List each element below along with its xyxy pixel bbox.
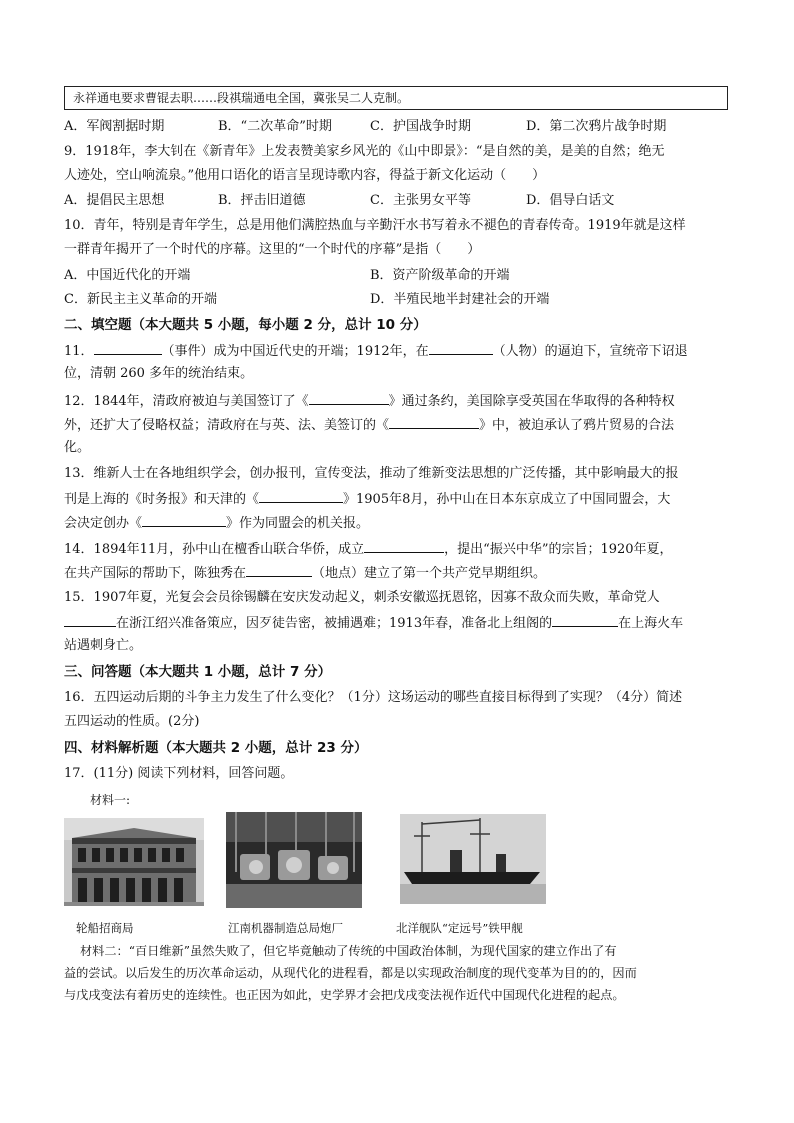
q10-option-d: D．半殖民地半封建社会的开端	[370, 292, 550, 307]
q13-text-2: 》1905年8月，孙中山在日本东京成立了中国同盟会，大	[343, 492, 671, 507]
material-box-text: 永祥通电要求曹锟去职……段祺瑞通电全国，冀张吴二人克制。	[73, 91, 410, 105]
q9-stem-line2: 人迹处，空山响流泉。”他用口语化的语言呈现诗歌内容，得益于新文化运动（ ）	[64, 168, 546, 183]
q14-text-3: 在共产国际的帮助下，陈独秀在	[64, 566, 247, 581]
q9-option-a: A．提倡民主思想	[64, 193, 165, 208]
q14-line1	[64, 538, 673, 560]
q13-blank-journal[interactable]	[142, 512, 226, 527]
section4-title: 四、材料解析题（本大题共 2 小题，总计 23 分）	[64, 740, 368, 756]
q11-text-1: 11．	[64, 344, 94, 359]
q13-text-1: 刊是上海的《时务报》和天津的《	[64, 492, 260, 507]
material2-line1: 材料二：“百日维新”虽然失败了，但它毕竟触动了传统的中国政治体制，为现代国家的建立作出了有	[80, 944, 617, 958]
q9-option-d: D．倡导白话文	[526, 193, 615, 208]
q14-text-4: （地点）建立了第一个共产党早期组织。	[312, 566, 547, 581]
q14-blank-organization[interactable]	[364, 538, 444, 553]
q10-option-a: A．中国近代化的开端	[64, 268, 191, 283]
caption-ironclad: 北洋舰队“定远号”铁甲舰	[396, 921, 523, 935]
q16-line2: 五四运动的性质。(2分)	[64, 714, 200, 729]
q13-text-4: 》作为同盟会的机关报。	[226, 516, 370, 531]
q13-line3	[64, 512, 369, 534]
q15-line2	[64, 612, 683, 634]
merchants-building-photo	[64, 818, 204, 906]
q11-line1	[64, 340, 688, 362]
q8-option-d: D．第二次鸦片战争时期	[526, 119, 667, 134]
q15-blank-person1[interactable]	[64, 612, 116, 627]
q11-text-2: （事件）成为中国近代史的开端；1912年，在	[161, 344, 429, 359]
q11-blank-person[interactable]	[429, 340, 493, 355]
q15-text-2: 在上海火车	[618, 616, 684, 631]
q13-line1: 13．维新人士在各地组织学会，创办报刊，宣传变法，推动了维新变法思想的广泛传播，其中影响最大的报	[64, 466, 679, 481]
jiangnan-arsenal-photo	[226, 812, 362, 908]
q8-option-b: B．“二次革命”时期	[218, 119, 332, 134]
q15-line1: 15．1907年夏，光复会会员徐锡麟在安庆发动起义，刺杀安徽巡抚恩铭，因寡不敌众而失败，革命党人	[64, 590, 660, 605]
dingyuan-ironclad-photo	[400, 814, 546, 904]
q12-text-1: 12．1844年，清政府被迫与美国签订了《	[64, 394, 309, 409]
q13-blank-newspaper[interactable]	[259, 488, 343, 503]
section2-title: 二、填空题（本大题共 5 小题，每小题 2 分，总计 10 分）	[64, 317, 427, 333]
q11-blank-event[interactable]	[94, 340, 162, 355]
q8-option-a: A．军阀割据时期	[64, 119, 165, 134]
q10-stem-line2: 一群青年揭开了一个时代的序幕。这里的“一个时代的序幕”是指（ ）	[64, 242, 481, 257]
q9-stem-line1: 9．1918年，李大钊在《新青年》上发表赞美家乡风光的《山中即景》：“是自然的美，是美的自然；绝无	[64, 144, 665, 159]
q12-blank-treaty2[interactable]	[389, 414, 479, 429]
q13-text-3: 会决定创办《	[64, 516, 143, 531]
q12-text-2: 》通过条约，美国除享受英国在华取得的各种特权	[388, 394, 675, 409]
q14-line2	[64, 562, 546, 584]
q14-blank-place[interactable]	[246, 562, 312, 577]
caption-arsenal: 江南机器制造总局炮厂	[228, 921, 343, 935]
q16-line1: 16．五四运动后期的斗争主力发生了什么变化？（1分）这场运动的哪些直接目标得到了实现？（4分）简述	[64, 690, 683, 705]
q8-option-c: C．护国战争时期	[370, 119, 471, 134]
q14-text-2: ，提出“振兴中华”的宗旨；1920年夏，	[444, 542, 673, 557]
q10-option-c: C．新民主主义革命的开端	[64, 292, 217, 307]
material-box	[64, 86, 728, 110]
material2-line2: 益的尝试。以后发生的历次革命运动，从现代化的进程看，都是以实现政治制度的现代变革为目的的，因而	[64, 966, 637, 980]
q9-option-b: B．抨击旧道德	[218, 193, 306, 208]
q9-option-c: C．主张男女平等	[370, 193, 471, 208]
q12-line1	[64, 390, 675, 412]
q12-line3: 化。	[64, 440, 91, 455]
q12-blank-treaty1[interactable]	[309, 390, 389, 405]
q17-intro: 17．(11分) 阅读下列材料，回答问题。	[64, 766, 294, 781]
material1-label: 材料一:	[90, 793, 131, 807]
section3-title: 三、问答题（本大题共 1 小题，总计 7 分）	[64, 664, 332, 680]
q10-option-b: B．资产阶级革命的开端	[370, 268, 510, 283]
q14-text-1: 14．1894年11月，孙中山在檀香山联合华侨，成立	[64, 542, 365, 557]
q15-text-1: 在浙江绍兴准备策应，因歹徒告密，被捕遇难；1913年春，准备北上组阁的	[116, 616, 553, 631]
q15-blank-person2[interactable]	[552, 612, 618, 627]
q13-line2	[64, 488, 670, 510]
q11-line2: 位，清朝 260 多年的统治结束。	[64, 366, 254, 381]
q11-text-3: （人物）的逼迫下，宣统帝下诏退	[492, 344, 688, 359]
q12-line2	[64, 414, 674, 436]
q10-stem-line1: 10．青年，特别是青年学生，总是用他们满腔热血与辛勤汗水书写着永不褪色的青春传奇。1919年就是这样	[64, 218, 686, 233]
q12-text-3: 外，还扩大了侵略权益；清政府在与英、法、美签订的《	[64, 418, 390, 433]
caption-merchants: 轮船招商局	[76, 921, 134, 935]
q12-text-4: 》中，被迫承认了鸦片贸易的合法	[479, 418, 675, 433]
q15-line3: 站遇刺身亡。	[64, 638, 143, 653]
material2-line3: 与戊戌变法有着历史的连续性。也正因为如此，史学界才会把戊戌变法视作近代中国现代化进程的起点。	[64, 988, 625, 1002]
